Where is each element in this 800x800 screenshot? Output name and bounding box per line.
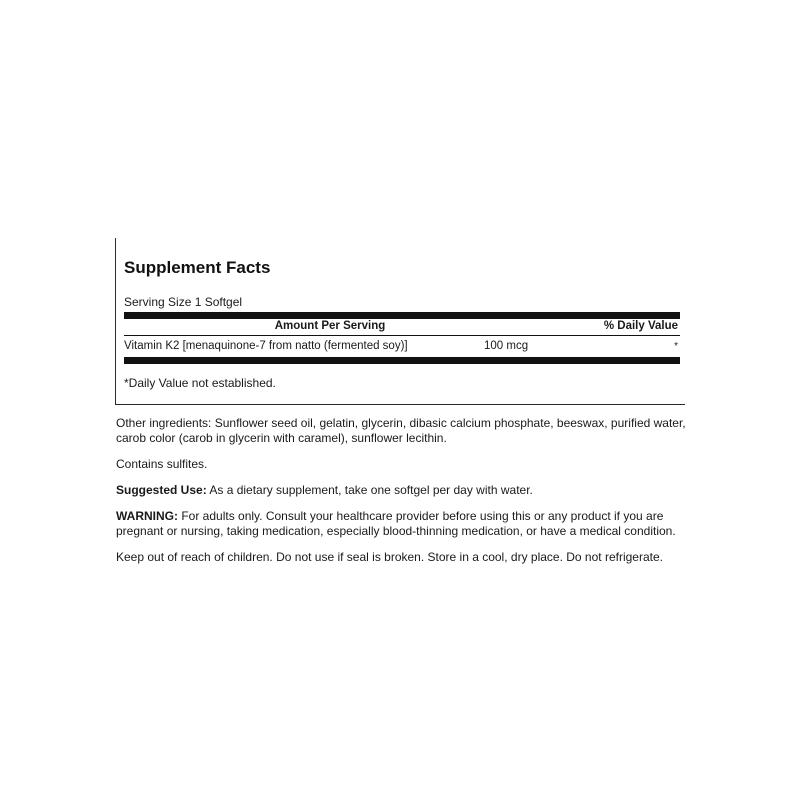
header-amount-per-serving: Amount Per Serving — [274, 320, 386, 332]
nutrient-name: Vitamin K2 [menaquinone-7 from natto (fermented soy)] — [124, 340, 408, 352]
nutrient-amount: 100 mcg — [484, 340, 529, 352]
nutrient-row — [124, 340, 680, 356]
warning-text: For adults only. Consult your healthcare provider before using this or any product if you are pregnant or nursing, taking medication, especially blood-thinning medication, or have a medical condition. — [116, 509, 676, 538]
facts-header-row — [124, 320, 680, 336]
warning — [116, 509, 696, 539]
header-daily-value: % Daily Value — [603, 320, 678, 332]
other-ingredients: Other ingredients: Sunflower seed oil, gelatin, glycerin, dibasic calcium phosphate, beeswax, purified water, carob color (carob in glycerin with caramel), sunflower lecithin. — [116, 416, 686, 445]
divider-thin — [124, 335, 680, 336]
divider-thick-top — [124, 312, 680, 319]
nutrient-daily-value: * — [674, 341, 678, 352]
divider-thick-bottom — [124, 357, 680, 364]
supplement-facts-title: Supplement Facts — [124, 258, 271, 277]
suggested-use-label: Suggested Use: — [116, 483, 207, 497]
warning-label: WARNING: — [116, 509, 178, 523]
suggested-use-text: As a dietary supplement, take one softgel per day with water. — [206, 483, 533, 497]
contains-sulfites: Contains sulfites. — [116, 457, 208, 471]
suggested-use — [116, 483, 696, 498]
serving-size: Serving Size 1 Softgel — [124, 295, 243, 309]
storage-instructions: Keep out of reach of children. Do not use if seal is broken. Store in a cool, dry place. Do not refrigerate. — [116, 550, 663, 564]
supplement-facts-panel — [115, 238, 685, 405]
daily-value-footnote: *Daily Value not established. — [124, 376, 276, 390]
